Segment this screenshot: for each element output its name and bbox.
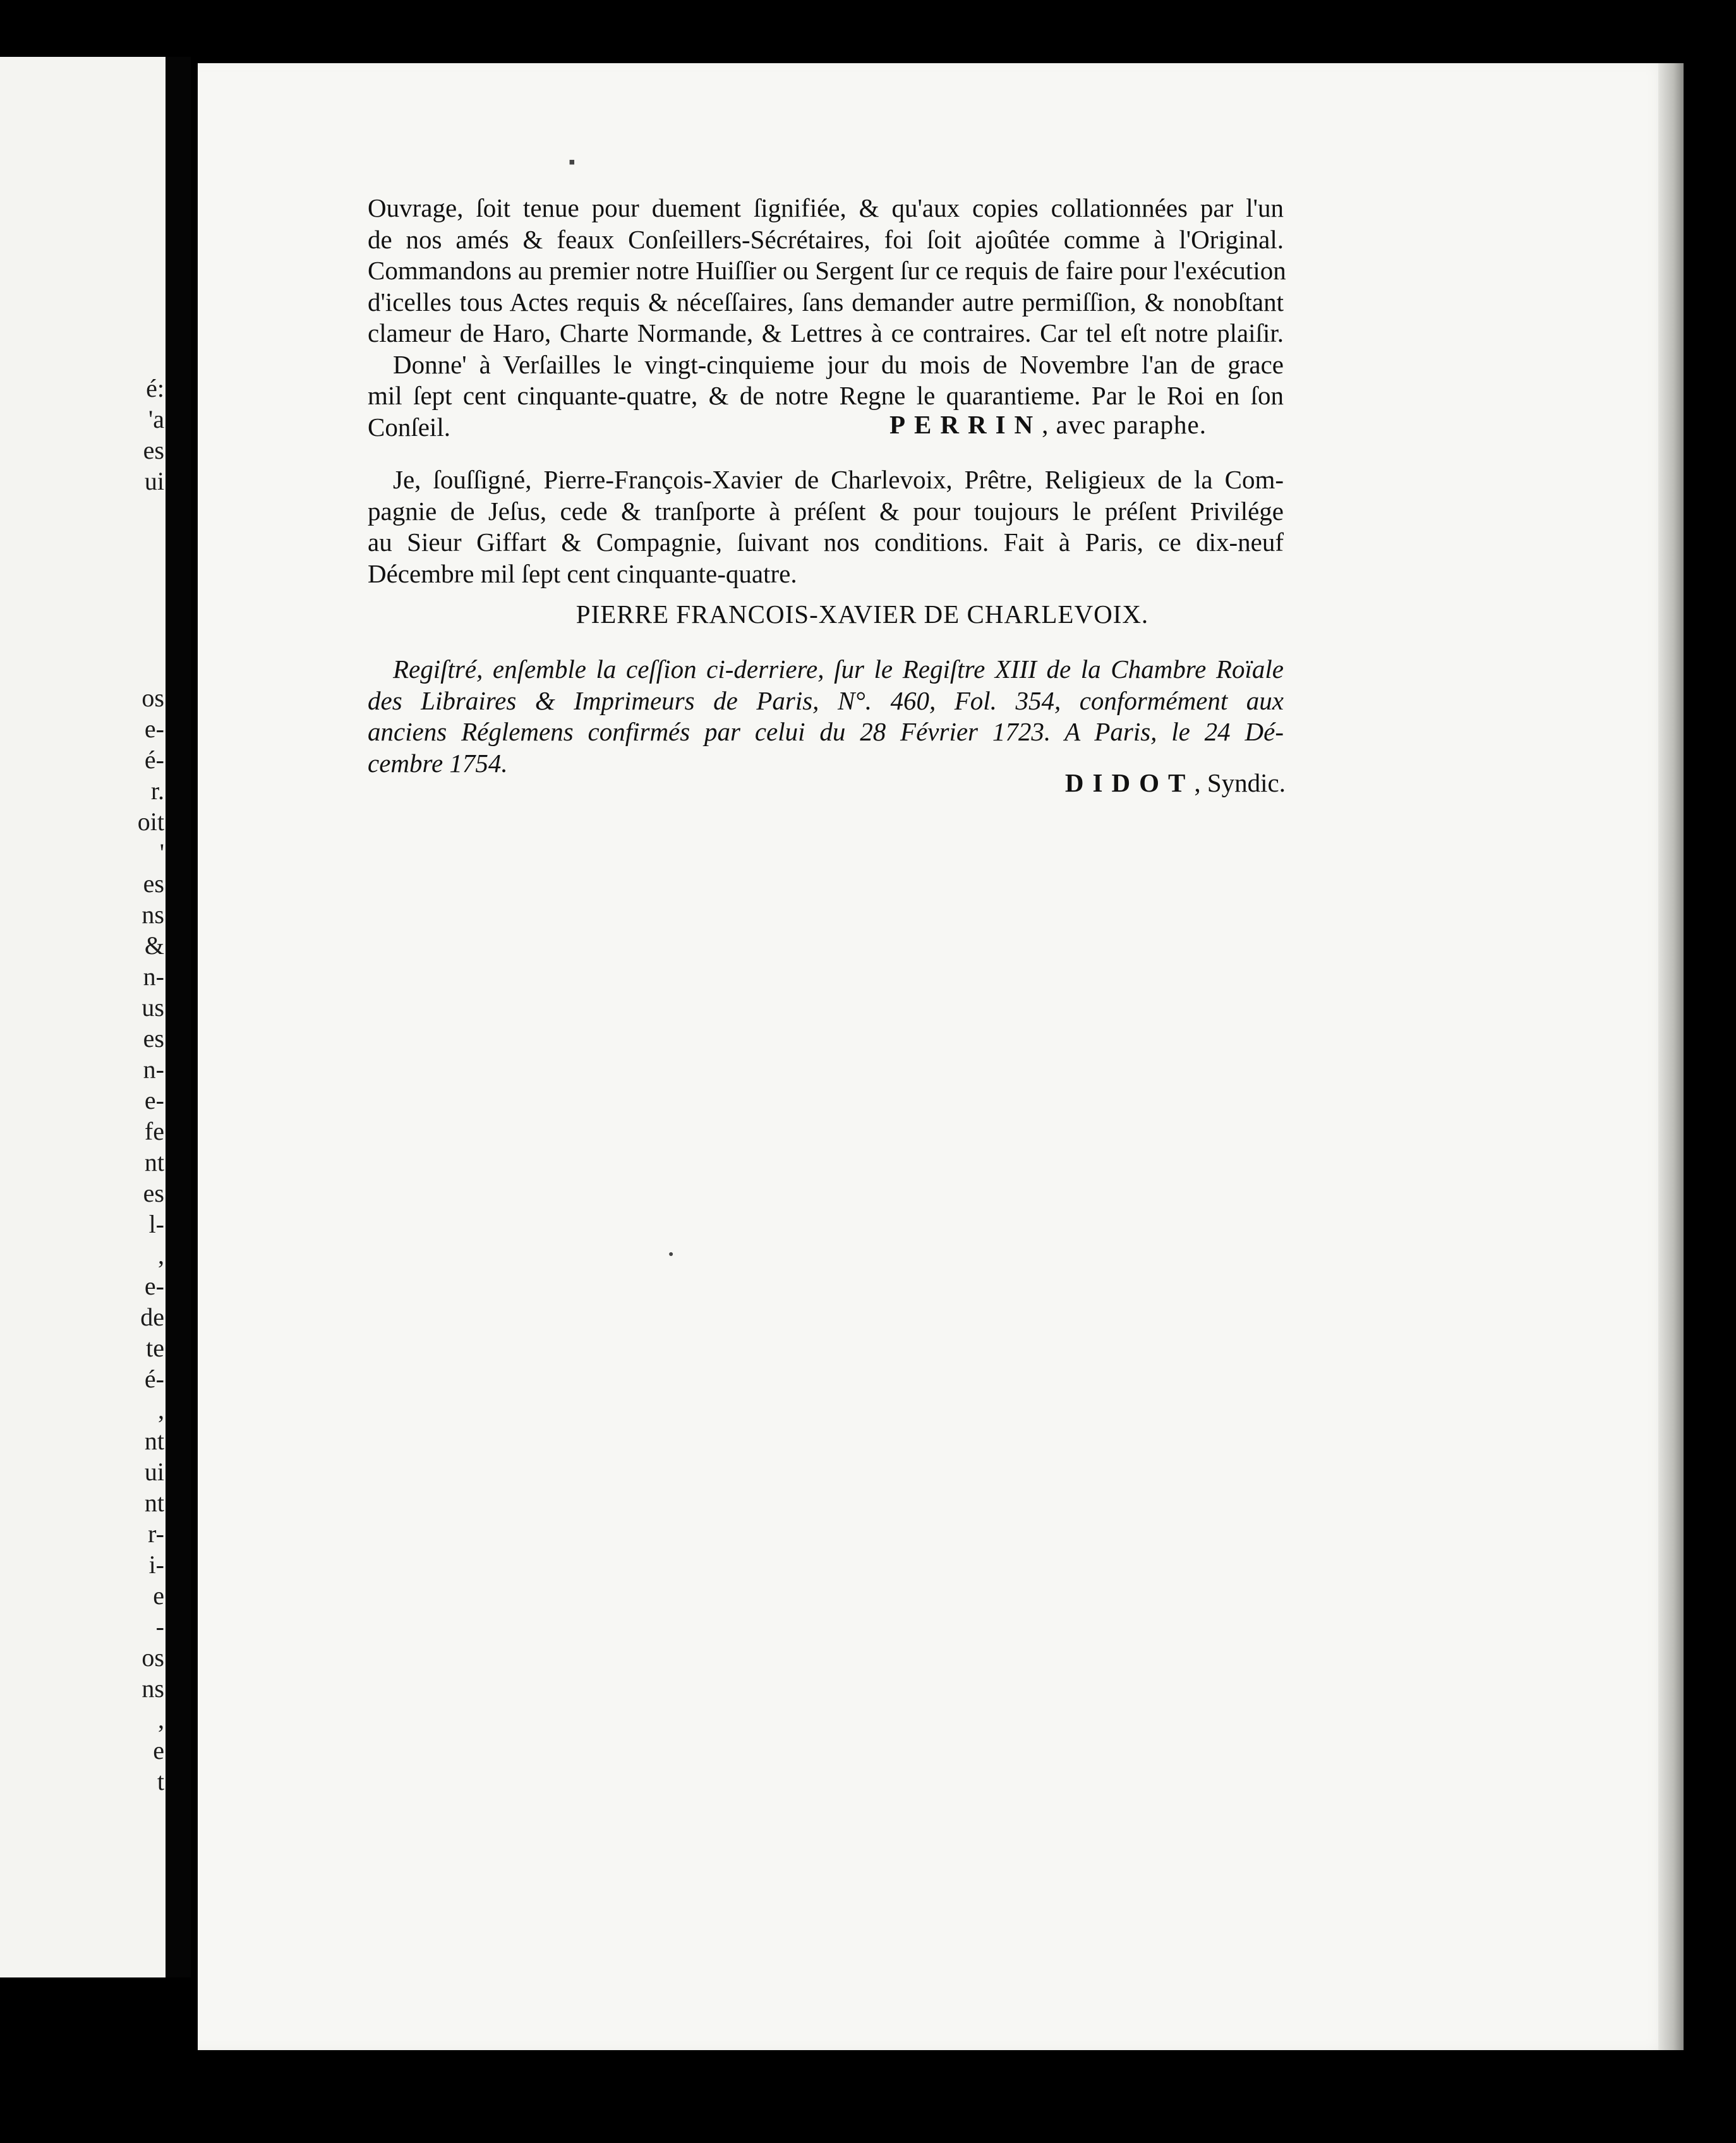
privilege-line: Commandons au premier notre Huiſſier ou Sergent ſur ce requis de faire pour l'exécution: [368, 256, 1286, 285]
left-page-fragment: nt: [144, 1148, 164, 1176]
left-page-fragment: [0, 528, 164, 558]
registre-line: Regiſtré, enſemble la ceſſion ci-derriere, ſur le Regiſtre XIII de la Chambre Roïale: [393, 655, 1284, 684]
left-page-fragment: nt: [144, 1427, 164, 1455]
privilege-line: clameur de Haro, Charte Normande, & Lettres à ce contraires. Car tel eſt notre plaiſir.: [368, 318, 1284, 347]
cession-line: Je, ſouſſigné, Pierre-François-Xavier de Charlevoix, Prêtre, Religieux de la Com-: [393, 465, 1284, 494]
registre-line: anciens Réglemens confirmés par celui du 28 Février 1723. A Paris, le 24 Dé-: [368, 717, 1284, 746]
registre-line: des Libraires & Imprimeurs de Paris, N°. 460, Fol. 354, conformément aux: [368, 685, 1284, 715]
left-page-fragment: é-: [144, 1365, 164, 1393]
left-page-fragment: ui: [144, 1458, 164, 1486]
left-page-fragment: r.: [150, 776, 164, 805]
privilege-line: mil ſept cent cinquante-quatre, & de notre Regne le quarantieme. Par le Roi en ſon: [368, 381, 1284, 410]
left-page-fragment: te: [146, 1334, 164, 1362]
left-page-fragment: ,: [158, 1705, 164, 1734]
privilege-line: d'icelles tous Actes requis & néceſſaires, ſans demander autre permiſſion, & nonobſtant: [368, 287, 1284, 317]
left-page-fragment: fe: [144, 1117, 164, 1145]
perrin-name: PERRIN: [889, 410, 1042, 439]
left-page-fragment: es: [143, 436, 164, 464]
left-page-fragment: es: [143, 869, 164, 898]
left-page-fragment: e-: [144, 1272, 164, 1300]
left-page-fragment: n-: [143, 1055, 164, 1084]
registre-text: [368, 654, 1284, 779]
left-page-fragment: nt: [144, 1488, 164, 1517]
didot-signature: [948, 768, 1286, 798]
left-page-fragment: l-: [148, 1210, 164, 1238]
left-page-fragment: e-: [144, 715, 164, 743]
perrin-signature: [777, 409, 1207, 440]
left-page-fragment: 'a: [148, 405, 164, 433]
left-page-fragment: e: [153, 1581, 164, 1610]
left-page-fragment: ,: [158, 1241, 164, 1269]
left-page-fragment: os: [142, 684, 164, 712]
left-page-fragment: [0, 651, 164, 682]
left-page-fragment: ns: [142, 900, 164, 929]
cession-line: pagnie de Jeſus, cede & tranſporte à préſent & pour toujours le préſent Privilége: [368, 496, 1284, 526]
ink-speck: ●: [668, 1250, 674, 1259]
left-page-fragment: ui: [144, 467, 164, 495]
cession-line: au Sieur Giffart & Compagnie, ſuivant nos conditions. Fait à Paris, ce dix-neuf: [368, 528, 1284, 557]
left-page-fragment: [0, 589, 164, 620]
left-page-fragment: os: [142, 1643, 164, 1672]
registre-line: cembre 1754.: [368, 748, 508, 778]
left-page-fragment: [0, 620, 164, 651]
cession-signature: PIERRE FRANCOIS-XAVIER DE CHARLEVOIX.: [576, 600, 1149, 629]
didot-name: DIDOT: [1064, 768, 1195, 797]
left-page-fragment: i-: [148, 1550, 164, 1579]
left-page-fragment: é:: [146, 374, 164, 402]
left-page-fragment: r-: [148, 1519, 164, 1548]
left-page-fragment: es: [143, 1024, 164, 1053]
cession-line: Décembre mil ſept cent cinquante-quatre.: [368, 558, 797, 588]
left-page-fragment: [0, 497, 164, 528]
left-page-fragment: [0, 558, 164, 589]
cession-text: [368, 464, 1284, 589]
privilege-text: [368, 193, 1284, 443]
left-page-fragment: &: [144, 931, 164, 960]
left-page-fragment: us: [142, 993, 164, 1022]
privilege-line: Ouvrage, ſoit tenue pour duement ſignifiée, & qu'aux copies collationnées par l'un: [368, 193, 1284, 222]
privilege-line: de nos amés & feaux Conſeillers-Sécrétaires, foi ſoit ajoûtée comme à l'Original.: [368, 224, 1284, 254]
left-page-fragment: é-: [144, 746, 164, 774]
didot-suffix: , Syndic.: [1194, 768, 1286, 797]
privilege-line: Conſeil.: [368, 412, 450, 442]
page-edge: [1658, 63, 1684, 2050]
page-gutter: [166, 57, 191, 1977]
left-page-fragment: es: [143, 1179, 164, 1207]
privilege-line: Donne' à Verſailles le vingt-cinquieme jour du mois de Novembre l'an de grace: [393, 349, 1284, 379]
ink-mark: ▪: [569, 152, 576, 172]
left-page-fragment: e: [153, 1736, 164, 1765]
left-facing-page: [0, 57, 166, 1977]
left-page-fragment: ns: [142, 1674, 164, 1703]
left-page-fragment: -: [155, 1612, 164, 1641]
left-page-fragment: n-: [143, 962, 164, 991]
left-page-text-fragments: [0, 373, 164, 1797]
left-page-fragment: ': [159, 838, 164, 867]
left-page-fragment: t: [157, 1767, 164, 1796]
perrin-suffix: , avec paraphe.: [1042, 410, 1207, 439]
left-page-fragment: ,: [158, 1396, 164, 1424]
left-page-fragment: e-: [144, 1086, 164, 1114]
left-page-fragment: de: [140, 1303, 164, 1331]
left-page-fragment: oit: [137, 807, 164, 836]
